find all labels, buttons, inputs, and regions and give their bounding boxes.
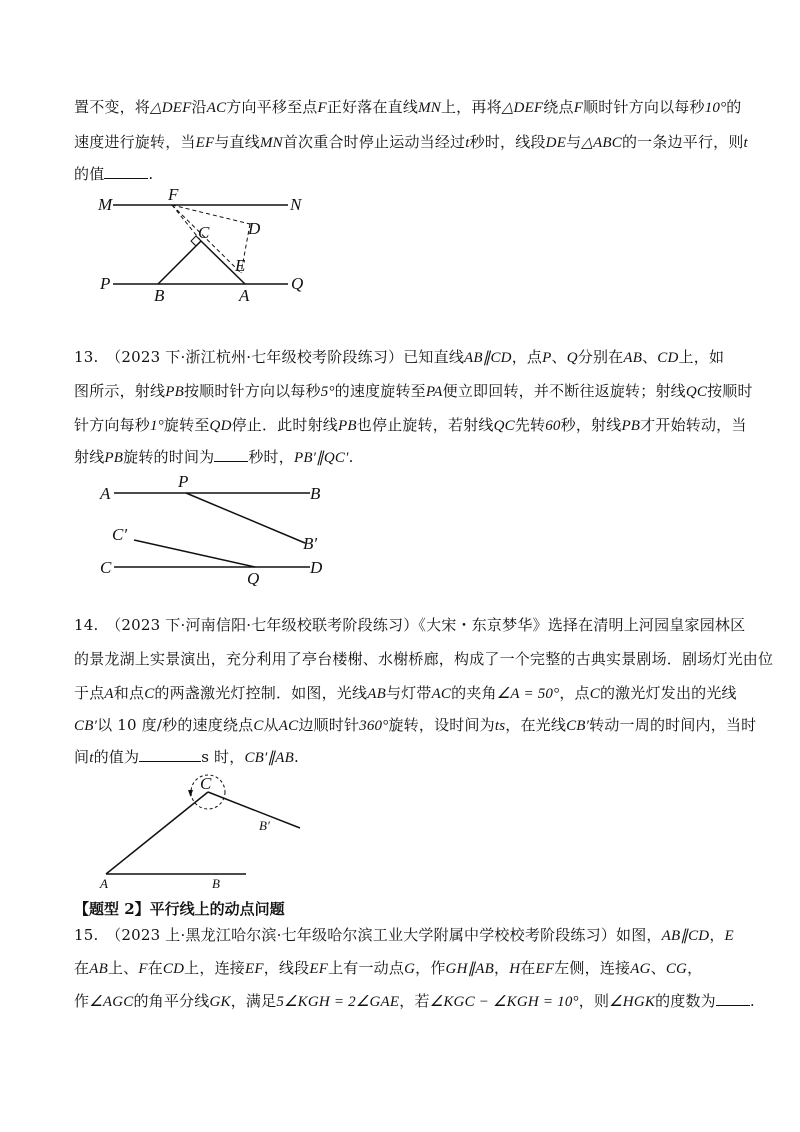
text: ，在光线: [505, 716, 567, 734]
math: 1°: [150, 418, 164, 434]
math: EF: [309, 961, 329, 977]
text: 上、: [107, 959, 139, 977]
text: ，: [494, 959, 510, 977]
math: CB′∥AB: [244, 750, 294, 766]
label-c: C: [198, 223, 210, 242]
triangle-abc: [158, 241, 245, 284]
math: CB′: [74, 718, 98, 734]
section-heading: 【题型 2】平行线上的动点问题: [74, 900, 285, 918]
text: 14. （2023 下·河南信阳·七年级校联考阶段练习）《大宋・东京梦华》选择在清明上河园皇家园林区: [74, 616, 746, 634]
label-b: B: [212, 876, 220, 891]
math: P: [542, 350, 552, 366]
text: 间: [74, 748, 90, 766]
label-p: P: [178, 474, 189, 491]
q14-line-4: [74, 714, 756, 735]
math: C: [253, 718, 264, 734]
dashed-fd: [172, 205, 250, 224]
text: 上，再将: [440, 98, 502, 116]
text: 停止．此时射线: [231, 416, 339, 434]
text: 图所示，射线: [74, 382, 166, 400]
text: 方向平移至点: [226, 98, 318, 116]
math: G: [404, 961, 416, 977]
text: 置不变，将: [74, 98, 151, 116]
math: 360°: [359, 718, 389, 734]
q15-line-3: [74, 990, 755, 1011]
text: 13. （2023 下·浙江杭州·七年级校考阶段练习）已知直线: [74, 348, 465, 366]
label-d: D: [248, 219, 261, 238]
math: EF: [244, 961, 264, 977]
text: 绕点: [543, 98, 574, 116]
text: .: [348, 448, 354, 466]
text: ，则: [578, 992, 610, 1010]
math: F: [138, 961, 148, 977]
text: 以 10 度/秒的速度绕点: [97, 716, 254, 734]
math: 5∠KGH = 2∠GAE: [276, 994, 400, 1010]
math: DE: [545, 135, 567, 151]
text: .: [293, 748, 299, 766]
math: AC: [278, 718, 299, 734]
math: AB: [623, 350, 643, 366]
text: 和点: [113, 684, 145, 702]
q14-line-3: [74, 682, 737, 703]
label-n: N: [290, 195, 302, 214]
text: 也停止旋转，若射线: [356, 416, 494, 434]
q15-line-2: [74, 957, 702, 978]
text: 与: [566, 133, 582, 151]
text: 旋转至: [163, 416, 210, 434]
q13-line-2: [74, 380, 753, 401]
text: 按顺时针方向以每秒: [183, 382, 321, 400]
answer-blank[interactable]: [139, 747, 201, 762]
text: 秒时，: [248, 448, 294, 466]
math: PB: [165, 384, 184, 400]
math: MN: [418, 100, 441, 116]
math: PB: [104, 450, 124, 466]
q13-line-3: [74, 414, 747, 435]
label-b: B: [154, 286, 165, 305]
text: 与灯带: [385, 684, 432, 702]
text: 转动一周的时间内，当时: [589, 716, 757, 734]
math: CD: [657, 350, 679, 366]
text: 的夹角: [451, 684, 497, 702]
math: F: [317, 100, 327, 116]
math: △ABC: [581, 135, 622, 151]
q14-line-1: [74, 614, 745, 635]
text: s 时，: [201, 748, 245, 766]
text: 、: [650, 959, 666, 977]
math: QC: [493, 418, 515, 434]
text: 从: [263, 716, 279, 734]
label-e: E: [235, 256, 246, 275]
dashed-fc: [172, 205, 201, 241]
math: △DEF: [501, 100, 544, 116]
text: 旋转的时间为: [123, 448, 215, 466]
q15-line-1: [74, 924, 734, 945]
text: ，点: [559, 684, 590, 702]
text: ，满足: [230, 992, 277, 1010]
text: 的度数为: [655, 992, 716, 1010]
label-a: A: [100, 484, 111, 503]
text: 左侧，连接: [554, 959, 631, 977]
text: 先转: [514, 416, 546, 434]
ray-cb-prime: [208, 792, 300, 828]
text: .: [749, 992, 755, 1010]
label-f: F: [168, 188, 179, 204]
label-q: Q: [247, 569, 260, 586]
math: AC: [206, 100, 227, 116]
text: 在: [147, 959, 163, 977]
math: C: [144, 686, 155, 702]
text: 的: [726, 98, 742, 116]
q13-line-4: [74, 446, 354, 467]
text: 在: [74, 959, 90, 977]
label-q: Q: [291, 274, 304, 293]
text: 上，连接: [184, 959, 245, 977]
math: AB∥CD: [661, 928, 710, 944]
label-p: P: [100, 274, 111, 293]
text: ，点: [511, 348, 543, 366]
q14-line-2: [74, 648, 773, 669]
math: F: [573, 100, 584, 116]
math: t: [89, 750, 94, 766]
text: ，线段: [263, 959, 310, 977]
text: 上有一动点: [328, 959, 405, 977]
text: 正好落在直线: [326, 98, 419, 116]
math: PB: [338, 418, 357, 434]
math: C: [589, 686, 600, 702]
label-b: B: [310, 484, 321, 503]
text: 秒，射线: [560, 416, 622, 434]
label-m: M: [98, 195, 113, 214]
math: AG: [630, 961, 651, 977]
text: 、: [642, 348, 658, 366]
q12-line-2: [74, 131, 748, 152]
math: GH∥AB: [445, 961, 495, 977]
segment-ac: [106, 792, 208, 874]
math: Q: [566, 350, 578, 366]
label-c: C: [100, 558, 112, 577]
text: 首次重合时停止运动当经过: [282, 133, 466, 151]
math: t: [743, 135, 748, 151]
text: 秒时，线段: [469, 133, 546, 151]
math: PA: [425, 384, 443, 400]
math: ∠AGC: [89, 994, 134, 1010]
text: 的速度旋转至: [334, 382, 426, 400]
math: ∠A = 50°: [496, 686, 560, 702]
math: ∠HGK: [609, 994, 656, 1010]
text: 作: [74, 992, 90, 1010]
math: EF: [195, 135, 215, 151]
text: 、: [551, 348, 567, 366]
text: 的景龙湖上实景演出，充分利用了亭台楼榭、水榭桥廊，构成了一个完整的古典实景剧场．剧场灯光由位: [74, 650, 774, 668]
math: QC: [685, 384, 708, 400]
math: QD: [209, 418, 232, 434]
math: A: [104, 686, 114, 702]
math: AB∥CD: [464, 350, 512, 366]
text: 速度进行旋转，当: [74, 133, 196, 151]
text: 沿: [191, 98, 207, 116]
math: △DEF: [150, 100, 192, 116]
answer-blank[interactable]: [716, 991, 750, 1006]
math: 5°: [320, 384, 335, 400]
q12-line-3: [74, 163, 153, 184]
text: ，作: [415, 959, 446, 977]
q14-line-5: [74, 746, 299, 767]
text: 的角平分线: [133, 992, 210, 1010]
text: 旋转，设时间为: [388, 716, 495, 734]
math: EF: [535, 961, 555, 977]
math: E: [724, 928, 734, 944]
text: 在: [520, 959, 536, 977]
math: ∠KGC − ∠KGH = 10°: [429, 994, 579, 1010]
label-c-prime: C′: [112, 525, 128, 544]
rotation-arrow-icon: [188, 790, 193, 797]
label-c: C: [200, 774, 212, 793]
math: 10°: [704, 100, 727, 116]
math: AC: [431, 686, 452, 702]
label-a: A: [239, 286, 250, 305]
text: 分别在: [577, 348, 624, 366]
math: t: [465, 135, 470, 151]
q12-figure: [98, 188, 318, 306]
math: GK: [209, 994, 231, 1010]
text: ，: [687, 959, 703, 977]
math: H: [509, 961, 521, 977]
text: 的一条边平行，则: [621, 133, 744, 151]
label-b-prime: B′: [259, 818, 270, 833]
text: 于点: [74, 684, 105, 702]
math: CB′: [566, 718, 590, 734]
text: 边顺时针: [298, 716, 360, 734]
answer-blank[interactable]: [104, 164, 148, 179]
text: 便立即回转，并不断往返旋转；射线: [442, 382, 686, 400]
math: PB: [621, 418, 641, 434]
math: 60: [545, 418, 561, 434]
math: AB: [89, 961, 108, 977]
answer-blank[interactable]: [214, 447, 248, 462]
ray-pb-prime: [186, 493, 305, 543]
text: 按顺时: [707, 382, 753, 400]
q12-line-1: [74, 96, 742, 117]
text: 与直线: [214, 133, 260, 151]
text: 针方向每秒: [74, 416, 151, 434]
label-a: A: [100, 876, 108, 891]
text: 上，如: [678, 348, 725, 366]
text: .: [148, 165, 154, 183]
text: 才开始转动，当: [640, 416, 747, 434]
text: ，: [709, 926, 725, 944]
math: CG: [665, 961, 688, 977]
math: AB: [367, 686, 386, 702]
text: 的两盏激光灯控制．如图，光线: [154, 684, 368, 702]
text: 的激光灯发出的光线: [599, 684, 737, 702]
ray-qc-prime: [134, 540, 255, 567]
math: CD: [162, 961, 185, 977]
q13-figure: [96, 474, 336, 586]
label-b-prime: B′: [303, 534, 318, 553]
text: 的值: [74, 165, 105, 183]
text: 15. （2023 上·黑龙江哈尔滨·七年级哈尔滨工业大学附属中学校校考阶段练习）如图，: [74, 926, 662, 944]
math: ts: [494, 718, 506, 734]
q14-figure: [96, 770, 316, 892]
text: 顺时针方向以每秒: [583, 98, 705, 116]
text: 的值为: [93, 748, 140, 766]
text: ，若: [399, 992, 430, 1010]
math: PB′∥QC′: [293, 450, 349, 466]
text: 射线: [74, 448, 105, 466]
label-d: D: [310, 558, 323, 577]
math: MN: [259, 135, 283, 151]
q13-line-1: [74, 346, 724, 367]
